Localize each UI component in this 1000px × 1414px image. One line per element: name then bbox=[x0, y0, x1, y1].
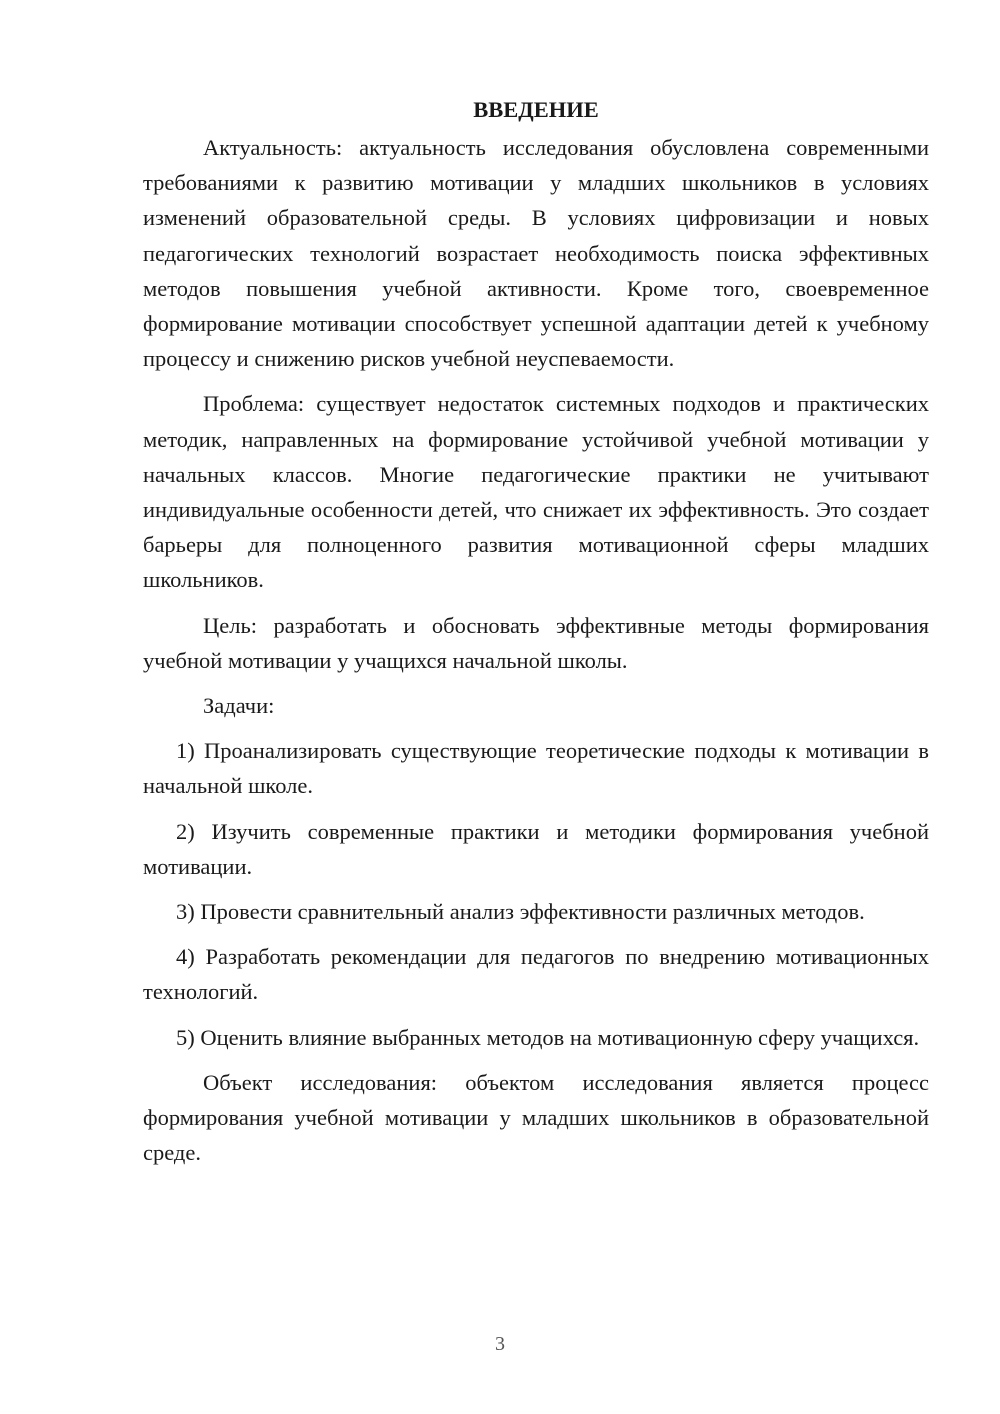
tasks-label: Задачи: bbox=[203, 693, 275, 719]
task-item-3: 3) Провести сравнительный анализ эффективности различных методов. bbox=[176, 899, 865, 925]
task-item-4: 4) Разработать рекомендации для педагогов по внедрению мотивационных технологий. bbox=[143, 944, 929, 1005]
object-paragraph: Объект исследования: объектом исследования является процесс формирования учебной мотивации у младших школьников в образовательной среде. bbox=[143, 1069, 929, 1166]
relevance-paragraph: Актуальность: актуальность исследования обусловлена современными требованиями к развитию мотивации у младших школьников в условиях изменений образовательной среды. В условиях цифровизации и новых педагогических технологий возрастает необходимость поиска эффективных методов повышения учебной активности. Кроме того, своевременное формирование мотивации способствует успешной адаптации детей к учебному процессу и снижению рисков учебной неуспеваемости. bbox=[143, 135, 929, 372]
problem-paragraph: Проблема: существует недостаток системных подходов и практических методик, направленных на формирование устойчивой учебной мотивации у начальных классов. Многие педагогические практики не учитывают индивидуальные особенности детей, что снижает их эффективность. Это создает барьеры для полноценного развития мотивационной сферы младших школьников. bbox=[143, 391, 929, 593]
goal-paragraph: Цель: разработать и обосновать эффективные методы формирования учебной мотивации у учащихся начальной школы. bbox=[143, 612, 929, 673]
task-item-2: 2) Изучить современные практики и методики формирования учебной мотивации. bbox=[143, 818, 929, 879]
document-page bbox=[143, 92, 929, 1170]
task-item-1: 1) Проанализировать существующие теоретические подходы к мотивации в начальной школе. bbox=[143, 738, 929, 799]
task-item-5: 5) Оценить влияние выбранных методов на мотивационную сферу учащихся. bbox=[176, 1024, 920, 1050]
section-title: ВВЕДЕНИЕ bbox=[473, 97, 599, 122]
page-number: 3 bbox=[495, 1333, 505, 1355]
